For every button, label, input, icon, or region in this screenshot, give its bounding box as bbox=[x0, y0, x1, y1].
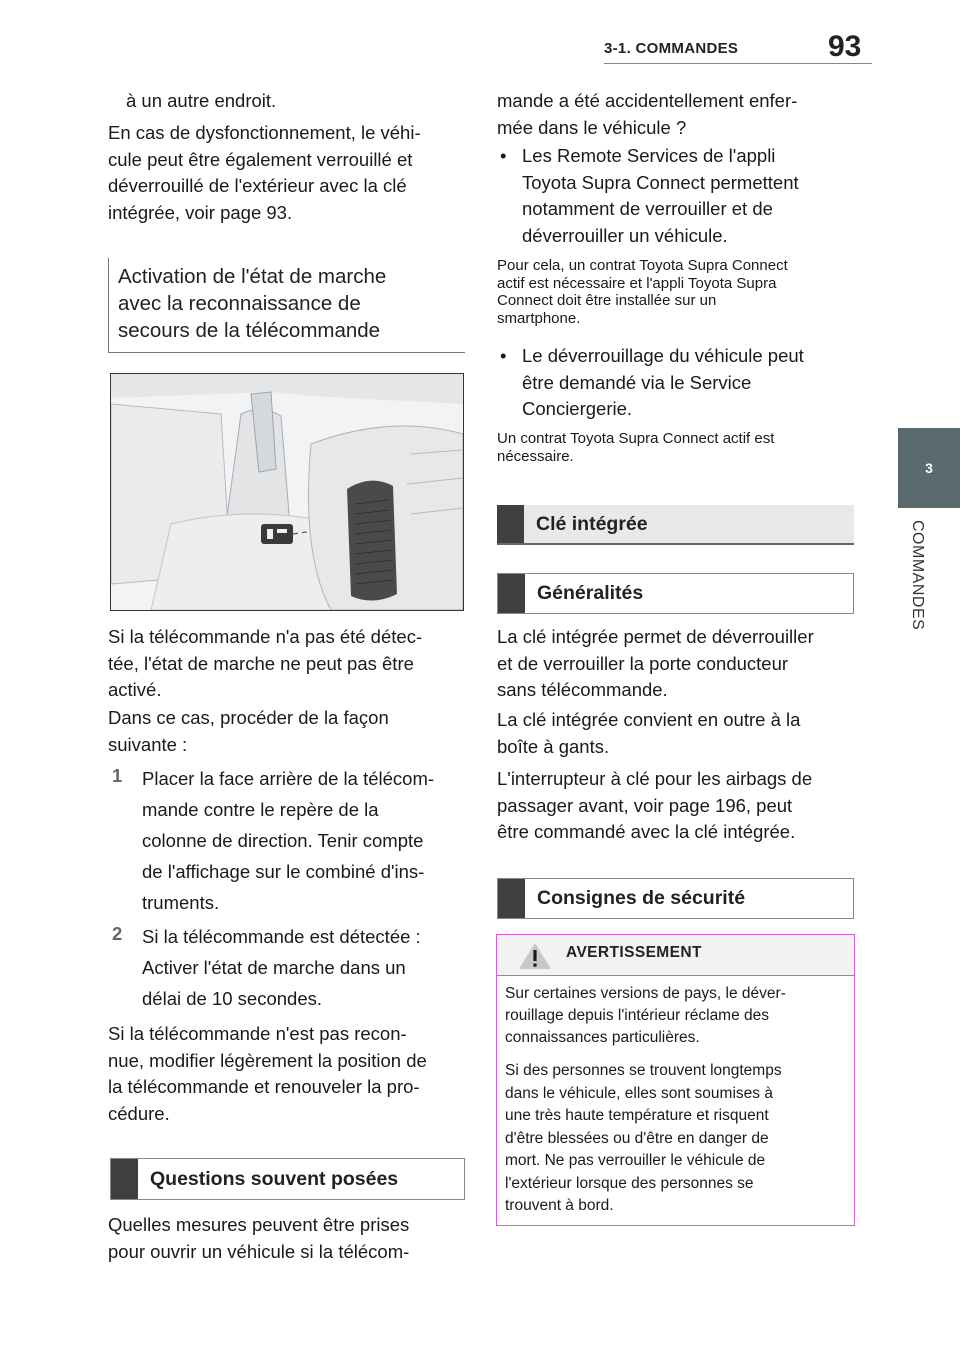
text-line: Toyota Supra Connect permettent bbox=[522, 171, 799, 193]
text-line: cule peut être également verrouillé et bbox=[108, 148, 413, 170]
paragraph-glovebox bbox=[497, 707, 800, 760]
text-line: et de verrouiller la porte conducteur bbox=[497, 652, 789, 674]
section-heading-faq bbox=[110, 1158, 465, 1200]
heading-text: Clé intégrée bbox=[536, 512, 648, 535]
text-line: déverrouiller un véhicule. bbox=[522, 224, 728, 246]
text-line: Conciergerie. bbox=[522, 398, 633, 419]
text-line: La clé intégrée permet de déverrouiller bbox=[497, 626, 814, 647]
text-line: mort. Ne pas verrouiller le véhicule de bbox=[505, 1152, 766, 1169]
text-line: passager avant, voir page 196, peut bbox=[497, 794, 793, 816]
text-line: Si la télécommande est détectée : bbox=[142, 926, 421, 947]
text-line: d'être blessées ou d'être en danger de bbox=[505, 1129, 769, 1147]
page-number: 93 bbox=[828, 30, 862, 63]
text-line: colonne de direction. Tenir compte bbox=[142, 830, 424, 851]
text-line: Placer la face arrière de la télécom- bbox=[142, 768, 435, 789]
heading-marker bbox=[111, 1159, 138, 1199]
text-line: boîte à gants. bbox=[497, 735, 610, 757]
text-line: avec la reconnaissance de bbox=[118, 292, 361, 315]
bullet-remote-services bbox=[522, 143, 799, 249]
heading-text: Questions souvent posées bbox=[150, 1167, 399, 1190]
text-line: Activer l'état de marche dans un bbox=[142, 957, 406, 978]
text-line: Dans ce cas, procéder de la façon bbox=[108, 707, 389, 728]
text-line: tée, l'état de marche ne peut pas être bbox=[108, 652, 414, 674]
heading-marker bbox=[498, 879, 525, 918]
text-line: nue, modifier légèrement la position de bbox=[108, 1049, 427, 1071]
text-line: déverrouillé de l'extérieur avec la clé bbox=[108, 175, 407, 196]
text-line: Si des personnes se trouvent longtemps bbox=[505, 1062, 782, 1079]
step-1-number: 1 bbox=[112, 765, 123, 786]
text-line: Pour cela, un contrat Toyota Supra Connect bbox=[497, 257, 788, 274]
note-contract-app bbox=[497, 257, 788, 327]
text-line: smartphone. bbox=[497, 309, 581, 327]
text-line: L'interrupteur à clé pour les airbags de bbox=[497, 768, 813, 789]
text-line: secours de la télécommande bbox=[118, 319, 381, 342]
text-line: délai de 10 secondes. bbox=[142, 988, 322, 1009]
text-line: En cas de dysfonctionnement, le véhi- bbox=[108, 122, 421, 143]
text-line: pour ouvrir un véhicule si la télécom- bbox=[108, 1240, 410, 1262]
intro-continued: à un autre endroit. bbox=[126, 90, 277, 111]
text-line: mande contre le repère de la bbox=[142, 799, 379, 820]
section-heading-general bbox=[497, 573, 854, 614]
warning-paragraph-1 bbox=[505, 983, 786, 1049]
text-line: Les Remote Services de l'appli bbox=[522, 145, 776, 166]
subheading-emergency-recognition bbox=[118, 263, 386, 344]
heading-marker bbox=[498, 574, 525, 613]
section-heading-integrated-key bbox=[497, 505, 854, 545]
text-line: activé. bbox=[108, 679, 162, 700]
heading-text: Généralités bbox=[537, 582, 644, 604]
bullet-marker: • bbox=[500, 145, 507, 166]
chapter-label: COMMANDES bbox=[909, 520, 926, 631]
paragraph-airbag-switch bbox=[497, 766, 812, 846]
text-line: mée dans le véhicule ? bbox=[497, 116, 687, 138]
text-line: Quelles mesures peuvent être prises bbox=[108, 1214, 410, 1235]
text-line: dans le véhicule, elles sont soumises à bbox=[505, 1084, 773, 1102]
running-header: 3-1. COMMANDES bbox=[604, 40, 739, 57]
text-line: sans télécommande. bbox=[497, 679, 668, 700]
text-line: une très haute température et risquent bbox=[505, 1107, 769, 1124]
text-line: connaissances particulières. bbox=[505, 1029, 700, 1046]
text-line: truments. bbox=[142, 892, 220, 913]
paragraph-key-unlock bbox=[497, 624, 814, 704]
text-line: La clé intégrée convient en outre à la bbox=[497, 709, 801, 730]
steering-column-illustration bbox=[110, 373, 464, 611]
text-line: de l'affichage sur le combiné d'ins- bbox=[142, 861, 425, 882]
heading-text: Consignes de sécurité bbox=[537, 887, 746, 909]
text-line: Activation de l'état de marche bbox=[118, 265, 387, 288]
steering-column-drawing bbox=[111, 374, 463, 610]
text-line: Connect doit être installée sur un bbox=[497, 292, 717, 309]
paragraph-question-cont bbox=[497, 88, 797, 141]
text-line: Le déverrouillage du véhicule peut bbox=[522, 345, 804, 366]
text-line: cédure. bbox=[108, 1102, 170, 1124]
text-line: la télécommande et renouveler la pro- bbox=[108, 1076, 420, 1097]
bullet-concierge bbox=[522, 343, 804, 423]
chapter-tab bbox=[898, 428, 960, 508]
warning-paragraph-2 bbox=[505, 1060, 782, 1218]
text-line: Un contrat Toyota Supra Connect actif est bbox=[497, 430, 775, 447]
chapter-number: 3 bbox=[925, 460, 933, 476]
step-2-number: 2 bbox=[112, 923, 123, 944]
text-line: être demandé via le Service bbox=[522, 371, 752, 393]
step-2-text bbox=[142, 921, 421, 1014]
warning-title: AVERTISSEMENT bbox=[566, 944, 702, 961]
paragraph-procedure-intro bbox=[108, 705, 389, 758]
note-contract bbox=[497, 430, 774, 465]
text-line: actif est nécessaire et l'appli Toyota Supra bbox=[497, 274, 777, 292]
text-line: nécessaire. bbox=[497, 447, 574, 465]
text-line: Sur certaines versions de pays, le déver- bbox=[505, 985, 786, 1002]
text-line: rouillage depuis l'intérieur réclame des bbox=[505, 1007, 770, 1024]
paragraph-not-recognized bbox=[108, 1021, 427, 1127]
text-line: l'extérieur lorsque des personnes se bbox=[505, 1174, 754, 1192]
paragraph-not-detected bbox=[108, 624, 422, 704]
section-heading-safety bbox=[497, 878, 854, 919]
text-line: intégrée, voir page 93. bbox=[108, 201, 293, 223]
text-line: notamment de verrouiller et de bbox=[522, 198, 773, 219]
paragraph-faq-question bbox=[108, 1212, 409, 1265]
text-line: être commandé avec la clé intégrée. bbox=[497, 821, 796, 842]
heading-marker bbox=[497, 505, 524, 543]
paragraph-malfunction bbox=[108, 120, 421, 226]
text-line: Si la télécommande n'a pas été détec- bbox=[108, 626, 423, 647]
text-line: trouvent à bord. bbox=[505, 1197, 614, 1214]
text-line: mande a été accidentellement enfer- bbox=[497, 90, 798, 111]
warning-triangle-icon bbox=[518, 942, 552, 975]
step-1-text bbox=[142, 763, 434, 918]
header-rule bbox=[604, 63, 872, 64]
text-line: suivante : bbox=[108, 733, 188, 755]
bullet-marker: • bbox=[500, 345, 507, 366]
text-line: Si la télécommande n'est pas recon- bbox=[108, 1023, 407, 1044]
